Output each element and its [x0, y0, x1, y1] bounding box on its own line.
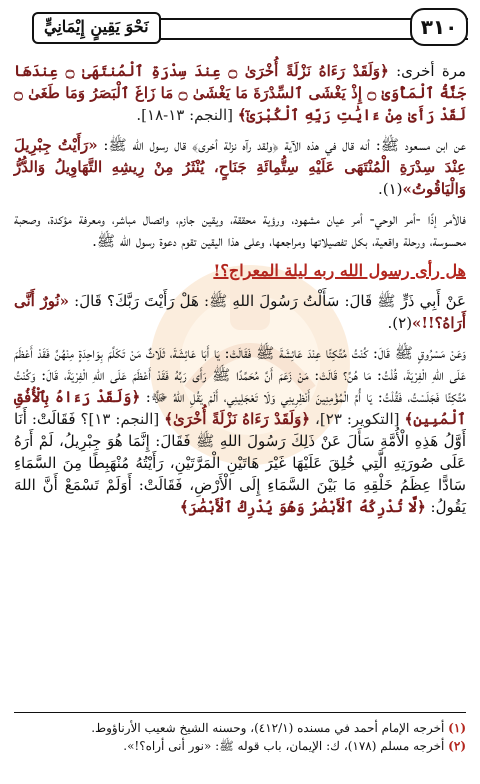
footnote-2	[14, 737, 466, 755]
quran-quote-takwir: ﴿وَلَقَدْ رَءَاهُ بِٱلْأُفُقِ ٱلْمُبِينِ﴾	[14, 388, 466, 428]
footnotes	[14, 712, 466, 755]
footnote-1	[14, 719, 466, 737]
paragraph-2-text: عن ابن مسعود ﷺ: أنه قال في هذه الآية ﴿ولقد رآه نزلة أخرى﴾ قال رسول الله ﷺ:	[97, 136, 466, 154]
paragraph-1	[14, 60, 466, 126]
footnote-2-number: (٢)	[448, 739, 466, 753]
hadith-1-quote: «نُورٌ أَنَّى أَرَاهُ؟!!»	[14, 292, 466, 332]
hadith-2-continuation: فَقَالَتْ: أَنَا أَوَّلُ هَذِهِ الْأُمَّةِ سَأَلَ عَنْ ذَلِكَ رَسُولَ اللهِ ﷺ فَقَالَ: إِنَّمَا هُوَ جِبْرِيلُ، لَمْ أَرَهُ عَلَى صُورَتِهِ الَّتِي خُلِقَ عَلَيْهَا غَيْرَ هَاتَيْنِ الْمَرَّتَيْنِ، رَأَيْتُهُ مُنْهَبِطًا مِنَ السَّمَاءِ سَادًّا عِظَمُ خَلْقِهِ مَا بَيْنَ السَّمَاءِ إِلَى الْأَرْضِ، فَقَالَتْ: أَوَلَمْ تَسْمَعْ أَنَّ اللهَ يَقُولُ:	[14, 410, 466, 516]
quran-quote-anam: ﴿لَّا تُدْرِكُهُ ٱلْأَبْصَٰرُ وَهُوَ يُدْرِكُ ٱلْأَبْصَٰرَ﴾	[179, 498, 426, 516]
paragraph-2	[14, 134, 466, 200]
page-number: ٣١٠	[410, 8, 468, 46]
quran-reference: [النجم: ١٣-١٨].	[136, 106, 238, 124]
quran-reference-takwir: [التكوير: ٢٣]،	[310, 410, 405, 428]
page-header	[12, 8, 468, 44]
footnote-marker-2: (٢).	[387, 314, 413, 332]
footnote-1-text: أخرجه الإمام أحمد في مسنده (٤١٢/١)، وحسنه الشيخ شعيب الأرناؤوط.	[91, 721, 449, 735]
quran-reference-najm-13: [النجم: ١٣]؟	[75, 410, 165, 428]
paragraph-3: فالأمر إذًا -أمر الوحي- أمر عيان مشهود، ورؤية محققة، ويقين جازم، واتصال مباشر، ومعرفة مؤكدة، وصحبة محسوسة، ورحلة واقعية، بكل تفصيلاتها ومراجعها، وعلى هذا اليقين تقوم دعوة رسول الله ﷺ.	[14, 210, 466, 250]
quran-quote-najm: ﴿وَلَقَدْ رَءَاهُ نَزْلَةً أُخْرَىٰ ۝ عِندَ سِدْرَةِ ٱلْمُنتَهَىٰ ۝ عِندَهَا جَنَّةُ ٱلْمَأْوَىٰ ۝ إِذْ يَغْشَى ٱلسِّدْرَةَ مَا يَغْشَىٰ ۝ مَا زَاغَ ٱلْبَصَرُ وَمَا طَغَىٰ ۝ لَقَدْ رَأَىٰ مِنْ ءَايَٰتِ رَبِّهِ ٱلْكُبْرَىٰٓ﴾	[14, 62, 466, 124]
hadith-1-text: عَنْ أَبِي ذَرٍّ ﷺ قَالَ: سَأَلْتُ رَسُولَ اللهِ ﷺ: هَلْ رَأَيْتَ رَبَّكَ؟ قَالَ:	[69, 292, 466, 310]
footnote-marker-1: (١).	[377, 180, 403, 198]
paragraph-1-intro: مرة أخرى:	[388, 62, 467, 80]
hadith-masruq	[14, 342, 466, 518]
book-title: نَحْوَ يَقِينٍ إِيْمَانِيٍّ	[32, 12, 161, 44]
hadith-2-text: وَعَنْ مَسْرُوقٍ ﷺ قَالَ: كُنْتُ مُتَّكِئًا عِنْدَ عَائِشَةَ ﷺ فَقَالَتْ: يَا أَبَا عَائِشَةَ، ثَلَاثٌ مَنْ تَكَلَّمَ بِوَاحِدَةٍ مِنْهُنَّ فَقَدْ أَعْظَمَ عَلَى اللهِ الْفِرْيَةَ، قُلْتُ: مَا هُنَّ؟ قَالَتْ: مَنْ زَعَمَ أَنَّ مُحَمَّدًا ﷺ رَأَى رَبَّهُ فَقَدْ أَعْظَمَ عَلَى اللهِ الْفِرْيَةَ، قَالَ: وَكُنْتُ مُتَّكِئًا فَجَلَسْتُ، فَقُلْتُ: يَا أُمَّ الْمُؤْمِنِينَ أَنْظِرِينِي وَلَا تَعْجَلِينِي، أَلَمْ يَقُلِ اللهُ ﷻ:	[14, 344, 466, 406]
section-heading: هل رأى رسول الله ربه ليلة المعراج؟!	[213, 261, 466, 280]
page-content	[14, 60, 466, 526]
hadith-quote-jibril: «رَأَيْتُ جِبْرِيلَ عِنْدَ سِدْرَةِ الْمُنْتَهَى عَلَيْهِ سِتُّمِائَةِ جَنَاحٍ، يُنْثَرُ مِنْ رِيشِهِ التَّهَاوِيلُ وَالدُّرُّ وَالْيَاقُوتُ»	[14, 136, 466, 198]
hadith-abu-dharr	[14, 290, 466, 334]
quran-quote-najm-13: ﴿وَلَقَدْ رَءَاهُ نَزْلَةً أُخْرَىٰ﴾	[164, 410, 311, 428]
footnote-2-text: أخرجه مسلم (١٧٨)، ك: الإيمان، باب قوله ﷺ: «نور أنى أراه؟!».	[123, 739, 449, 753]
footnote-1-number: (١)	[448, 721, 466, 735]
